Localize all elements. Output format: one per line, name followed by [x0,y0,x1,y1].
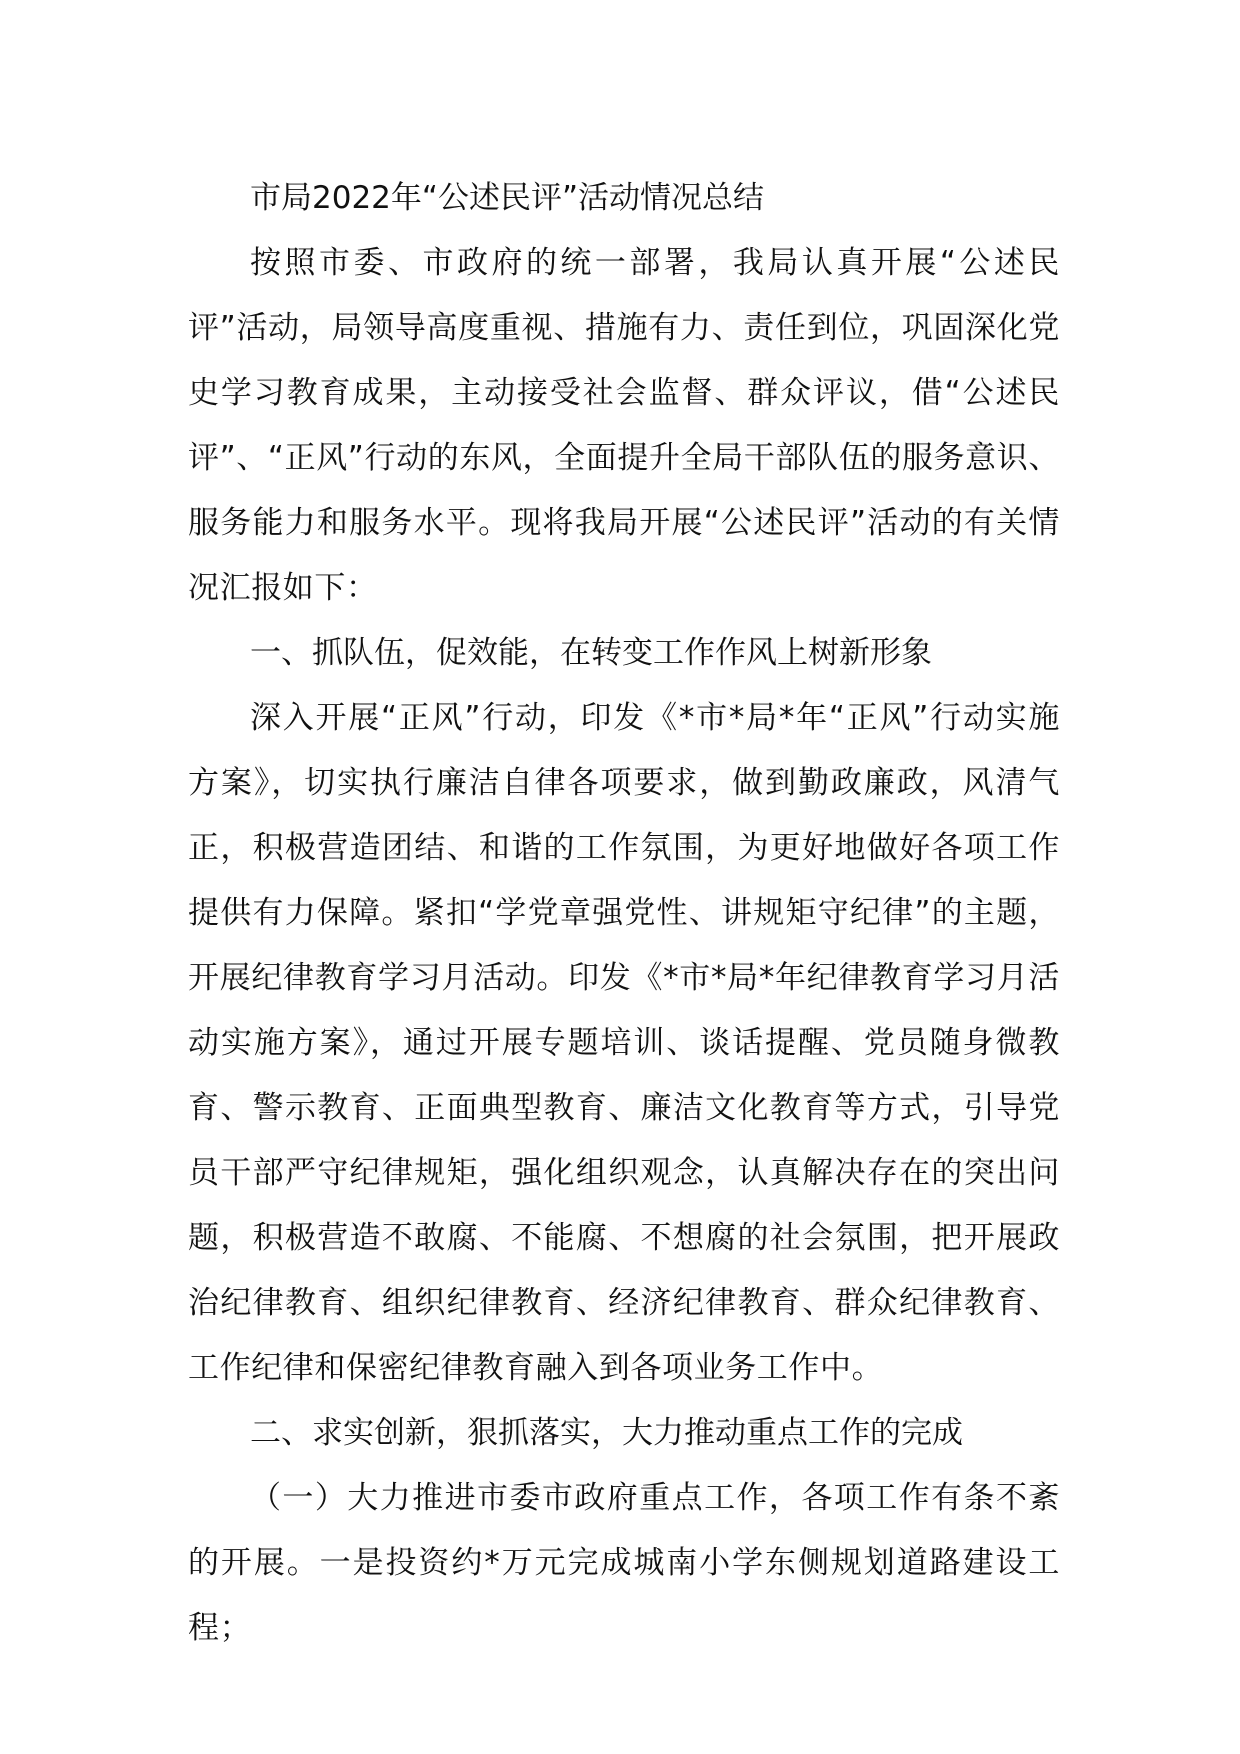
section-1-paragraph: 深入开展“正风”行动，印发《*市*局*年“正风”行动实施方案》，切实执行廉洁自律各项要求，做到勤政廉政，风清气正，积极营造团结、和谐的工作氛围，为更好地做好各项工作提供有力保障。紧扣“学党章强党性、讲规矩守纪律”的主题，开展纪律教育学习月活动。印发《*市*局*年纪律教育学习月活动实施方案》，通过开展专题培训、谈话提醒、党员随身微教育、警示教育、正面典型教育、廉洁文化教育等方式，引导党员干部严守纪律规矩，强化组织观念，认真解决存在的突出问题，积极营造不敢腐、不能腐、不想腐的社会氛围，把开展政治纪律教育、组织纪律教育、经济纪律教育、群众纪律教育、工作纪律和保密纪律教育融入到各项业务工作中。 [188,700,1060,1386]
section-2-paragraph: （一）大力推进市委市政府重点工作，各项工作有条不紊的开展。一是投资约*万元完成城南小学东侧规划道路建设工程； [188,1480,1060,1646]
section-1-heading: 一、抓队伍，促效能，在转变工作作风上树新形象 [250,635,932,671]
document-body [188,166,1060,1661]
intro-paragraph: 按照市委、市政府的统一部署，我局认真开展“公述民评”活动，局领导高度重视、措施有力、责任到位，巩固深化党史学习教育成果，主动接受社会监督、群众评议，借“公述民评”、“正风”行动的东风，全面提升全局干部队伍的服务意识、服务能力和服务水平。现将我局开展“公述民评”活动的有关情况汇报如下： [188,245,1060,606]
section-2-heading: 二、求实创新，狠抓落实，大力推动重点工作的完成 [250,1415,963,1451]
document-title: 市局2022年“公述民评”活动情况总结 [250,180,765,216]
